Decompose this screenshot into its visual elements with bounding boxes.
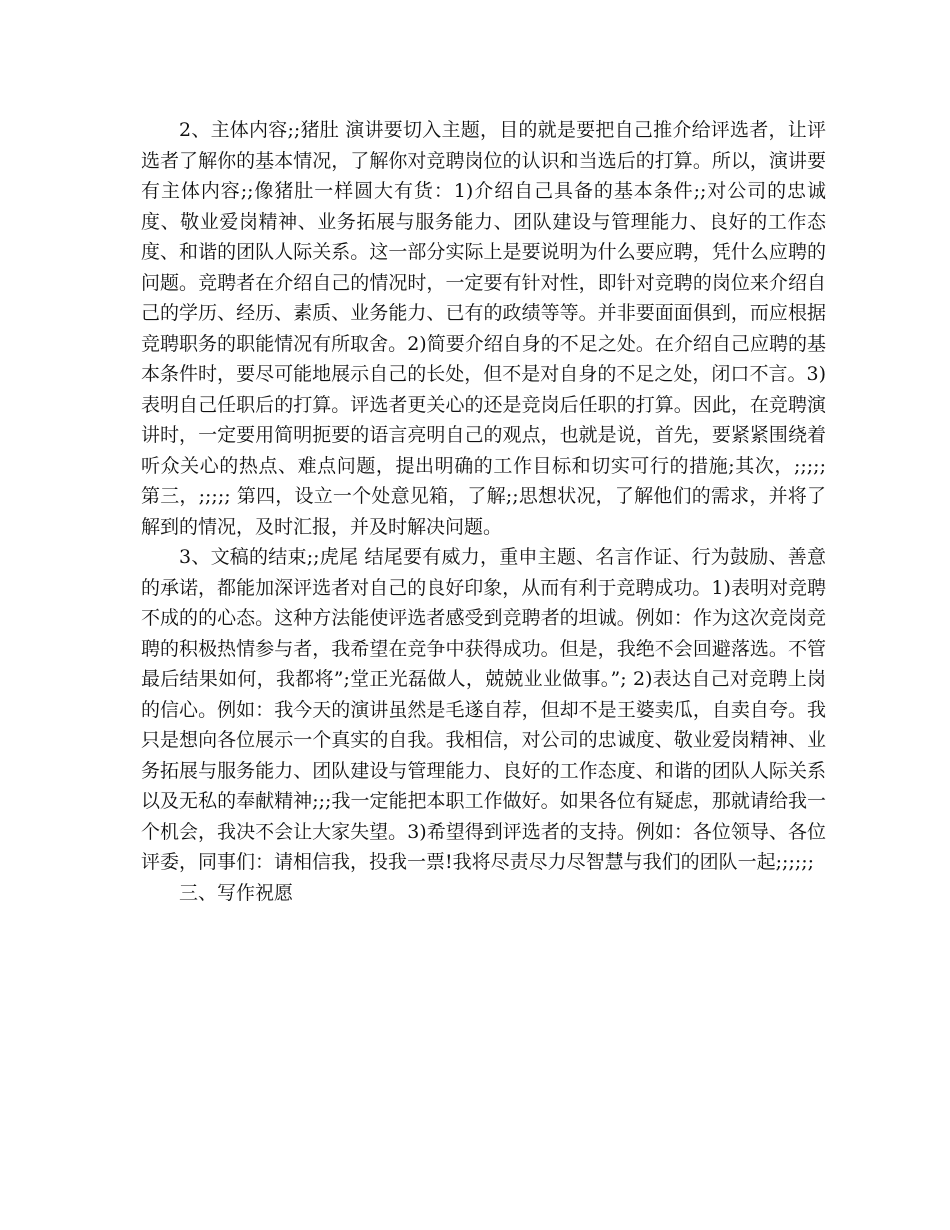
- document-body: [141, 115, 826, 908]
- paragraph-conclusion: 3、文稿的结束;;虎尾 结尾要有威力，重申主题、名言作证、行为鼓励、善意的承诺，都能加深评选者对自己的良好印象，从而有利于竞聘成功。1)表明对竞聘不成的的心态。这种方法能使评选者感受到竞聘者的坦诚。例如：作为这次竞岗竞聘的积极热情参与者，我希望在竞争中获得成功。但是，我绝不会回避落选。不管最后结果如何，我都将”;堂正光磊做人，兢兢业业做事。”; 2)表达自己对竞聘上岗的信心。例如：我今天的演讲虽然是毛遂自荐，但却不是王婆卖瓜，自卖自夸。我只是想向各位展示一个真实的自我。我相信，对公司的忠诚度、敬业爱岗精神、业务拓展与服务能力、团队建设与管理能力、良好的工作态度、和谐的团队人际关系以及无私的奉献精神;;;我一定能把本职工作做好。如果各位有疑虑，那就请给我一个机会，我决不会让大家失望。3)希望得到评选者的支持。例如：各位领导、各位评委，同事们：请相信我，投我一票!我将尽责尽力尽智慧与我们的团队一起;;;;;;: [141, 546, 826, 873]
- section-heading: 三、写作祝愿: [179, 881, 294, 904]
- paragraph-main-content: 2、主体内容;;猪肚 演讲要切入主题，目的就是要把自己推介给评选者，让评选者了解你的基本情况，了解你对竞聘岗位的认识和当选后的打算。所以，演讲要有主体内容;;像猪肚一样圆大有货：1)介绍自己具备的基本条件;;对公司的忠诚度、敬业爱岗精神、业务拓展与服务能力、团队建设与管理能力、良好的工作态度、和谐的团队人际关系。这一部分实际上是要说明为什么要应聘，凭什么应聘的问题。竞聘者在介绍自己的情况时，一定要有针对性，即针对竞聘的岗位来介绍自己的学历、经历、素质、业务能力、已有的政绩等等。并非要面面俱到，而应根据竞聘职务的职能情况有所取舍。2)简要介绍自身的不足之处。在介绍自己应聘的基本条件时，要尽可能地展示自己的长处，但不是对自身的不足之处，闭口不言。3)表明自己任职后的打算。评选者更关心的还是竞岗后任职的打算。因此，在竞聘演讲时，一定要用简明扼要的语言亮明自己的观点，也就是说，首先，要紧紧围绕着听众关心的热点、难点问题，提出明确的工作目标和切实可行的措施;其次，;;;;; 第三，;;;;; 第四，设立一个处意见箱，了解;;思想状况，了解他们的需求，并将了解到的情况，及时汇报，并及时解决问题。: [141, 119, 826, 538]
